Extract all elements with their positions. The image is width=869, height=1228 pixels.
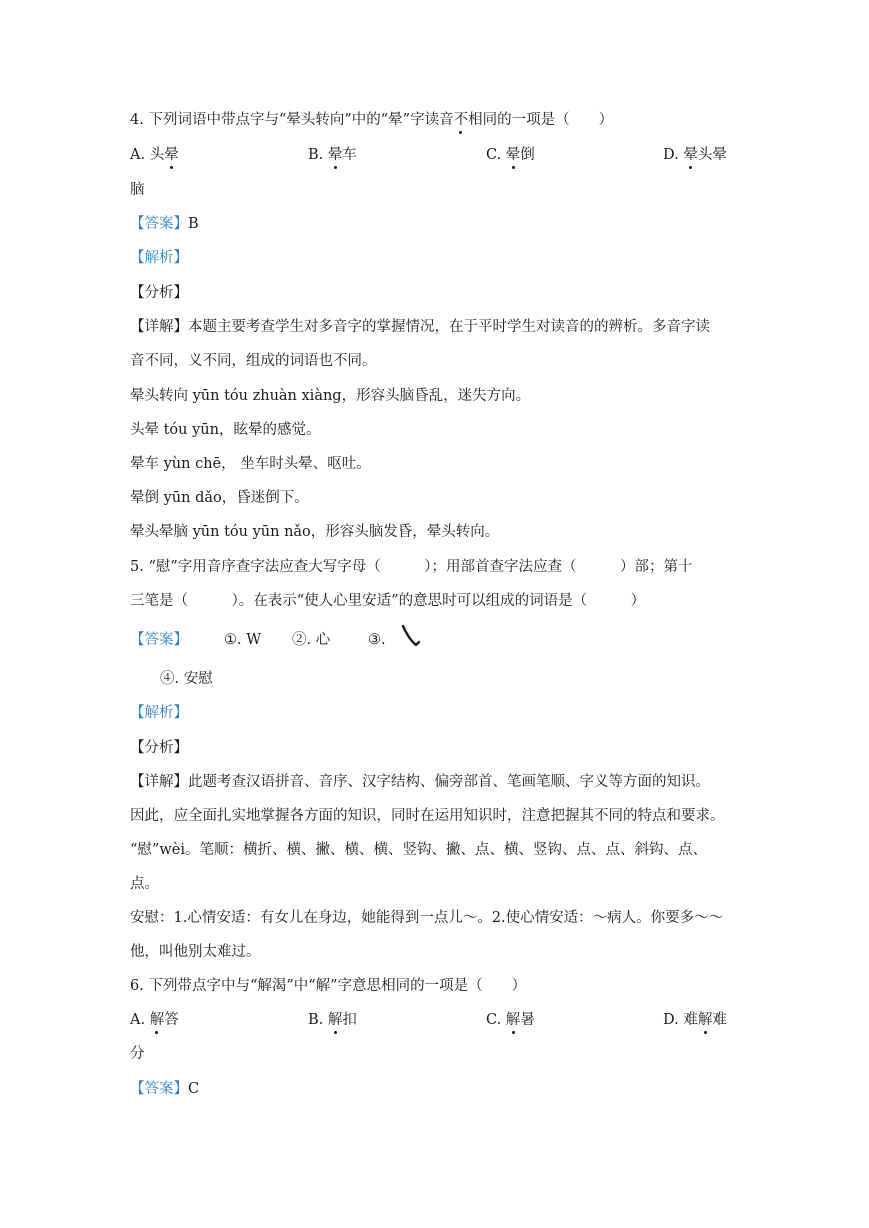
q4-detail: 【详解】本题主要考查学生对多音字的掌握情况，在于平时学生对读音的的辨析。多音字读 <box>130 319 710 335</box>
q6-answer: 【答案】C <box>130 1081 200 1097</box>
q5-detail-line2: 因此，应全面扎实地掌握各方面的知识，同时在运用知识时，注意把握其不同的特点和要求。 <box>130 808 725 824</box>
q4-option-b: B. 晕车 <box>308 147 357 163</box>
q4-detail-line7: 晕头晕脑 yūn tóu yūn nǎo，形容头脑发昏，晕头转向。 <box>130 524 500 540</box>
q5-stem-line2: 三笔是（ ）。在表示“使人心里安适”的意思时可以组成的词语是（ ） <box>130 593 646 609</box>
q5-answer-2: ②. 心 <box>292 632 331 648</box>
q6-stem: 6. 下列带点字中与“解渴”中“解”字意思相同的一项是（ ） <box>130 978 527 994</box>
q4-fenxi-heading: 【分析】 <box>130 285 188 301</box>
q4-detail-line4: 头晕 tóu yūn，眩晕的感觉。 <box>130 422 321 438</box>
q4-option-a: A. 头晕 <box>130 147 179 163</box>
q5-answer-1: ①. W <box>224 632 262 648</box>
q5-detail-line3: “慰”wèi。笔顺：横折、横、撇、横、横、竖钩、撇、点、横、竖钩、点、点、斜钩、点、 <box>130 842 707 858</box>
q6-option-d: D. 难解难 <box>663 1012 727 1028</box>
q6-option-d-wrap: 分 <box>130 1046 145 1062</box>
q6-option-b: B. 解扣 <box>308 1012 357 1028</box>
q5-detail-line4: 点。 <box>130 876 159 892</box>
q5-detail-line6: 他，叫他别太难过。 <box>130 944 261 960</box>
q5-detail-line5: 安慰：1.心情安适：有女儿在身边，她能得到一点儿～。2.使心情安适：～病人。你要多～～ <box>130 910 724 926</box>
q6-option-c: C. 解暑 <box>486 1012 535 1028</box>
q5-answer-tag: 【答案】 <box>130 632 188 648</box>
q5-fenxi-heading: 【分析】 <box>130 740 188 756</box>
q4-answer: 【答案】B <box>130 216 199 232</box>
q5-jiexi-heading: 【解析】 <box>130 705 188 721</box>
q4-option-c: C. 晕倒 <box>486 147 535 163</box>
q5-stem: 5. “慰”字用音序查字法应查大写字母（ ）；用部首查字法应查（ ）部；第十 <box>130 559 693 575</box>
q4-detail-line3: 晕头转向 yūn tóu zhuàn xiàng，形容头脑昏乱，迷失方向。 <box>130 388 531 404</box>
q4-detail-line6: 晕倒 yūn dǎo，昏迷倒下。 <box>130 490 309 506</box>
q4-option-d: D. 晕头晕 <box>663 147 727 163</box>
q5-answer-3: ③. <box>368 632 386 648</box>
q4-jiexi-heading: 【解析】 <box>130 250 188 266</box>
q4-stem: 4. 下列词语中带点字与“晕头转向”中的“晕”字读音不相同的一项是（ ） <box>130 112 614 128</box>
q6-option-a: A. 解答 <box>130 1012 179 1028</box>
emphasis-dot-char: 不 <box>453 112 469 128</box>
xiegou-stroke-icon <box>398 624 424 650</box>
q5-answer-4: ④. 安慰 <box>160 671 213 687</box>
q5-detail: 【详解】此题考查汉语拼音、音序、汉字结构、偏旁部首、笔画笔顺、字义等方面的知识。 <box>130 774 710 790</box>
q4-option-d-wrap: 脑 <box>130 182 145 198</box>
q4-detail-line2: 音不同，义不同，组成的词语也不同。 <box>130 353 377 369</box>
q4-detail-line5: 晕车 yùn chē， 坐车时头晕、呕吐。 <box>130 456 371 472</box>
